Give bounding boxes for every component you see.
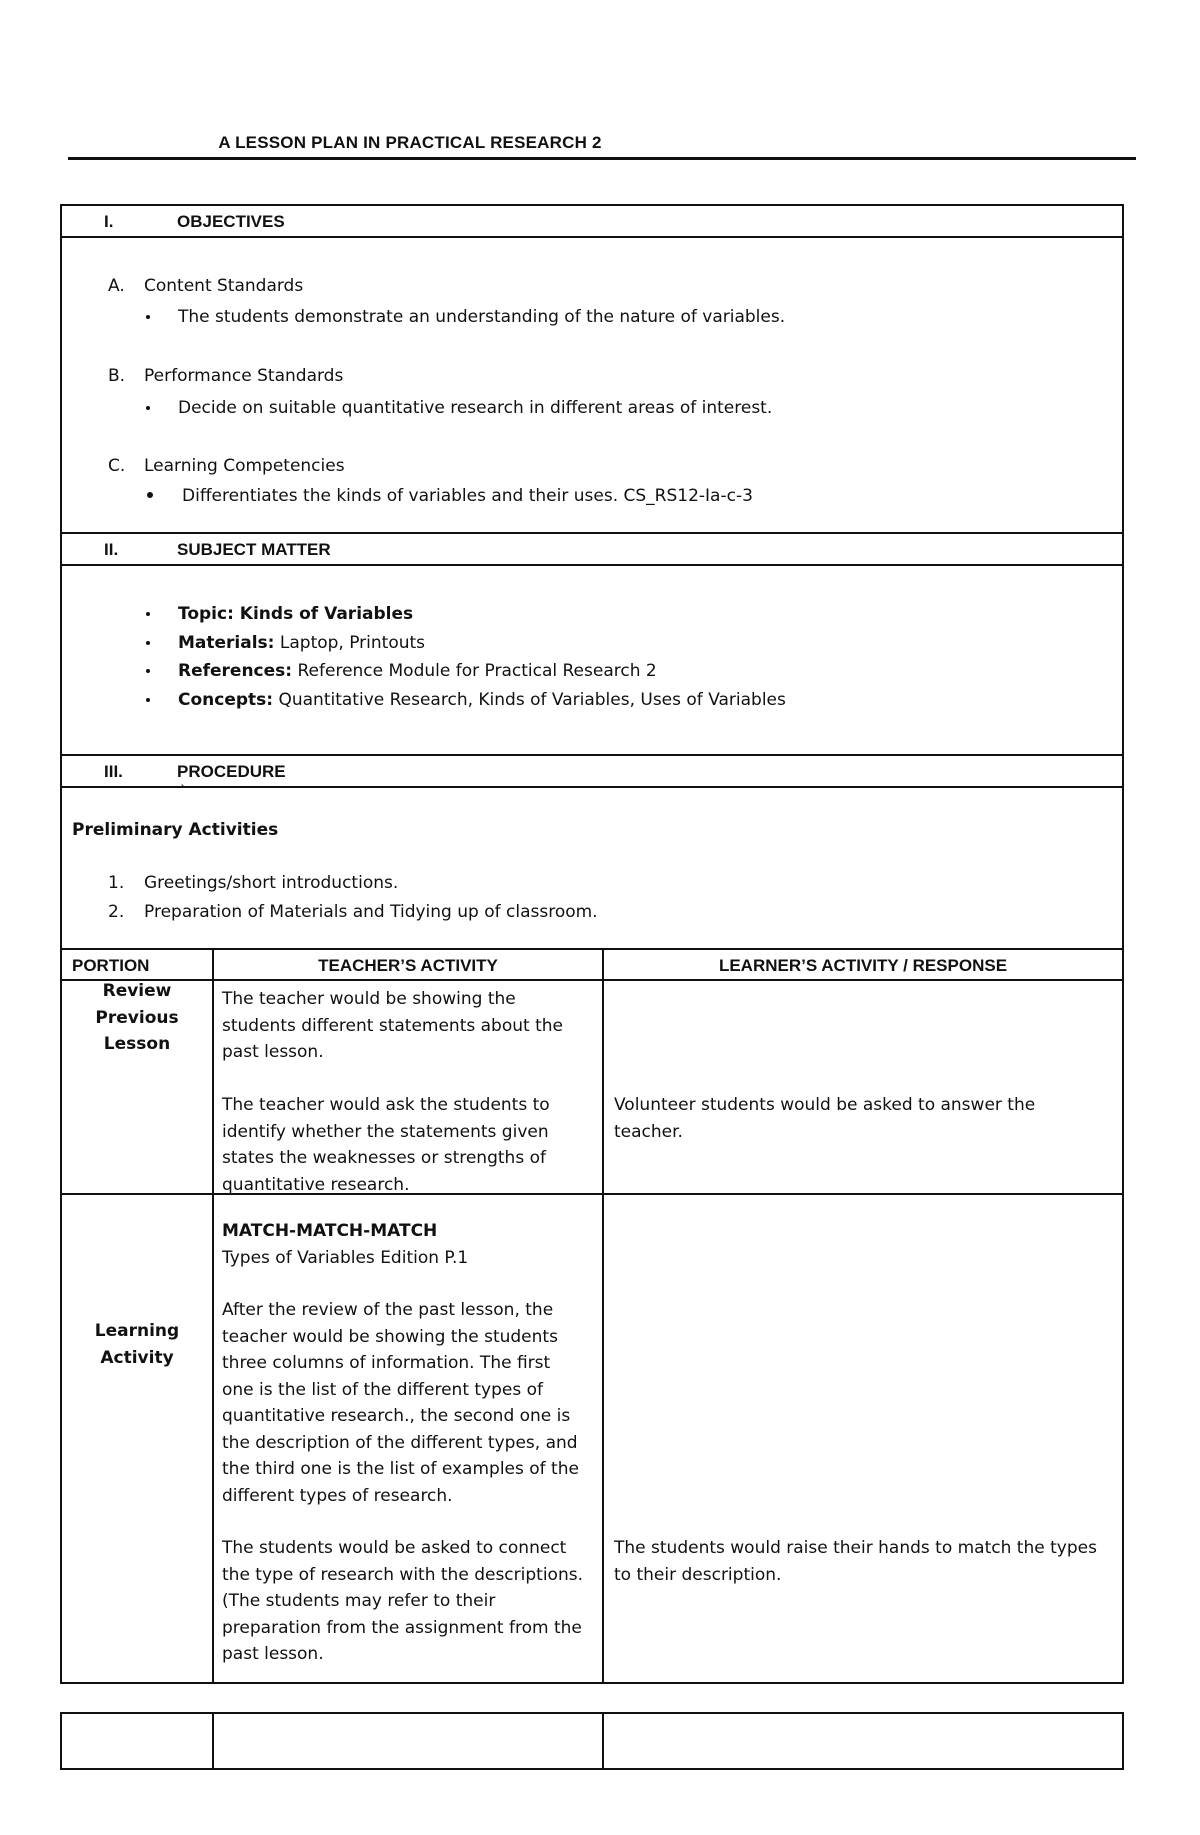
bullet-icon <box>146 315 150 319</box>
page-title: A LESSON PLAN IN PRACTICAL RESEARCH 2 <box>218 133 602 152</box>
subject-matter-header <box>62 532 1122 566</box>
performance-standards-heading: Performance Standards <box>144 366 344 386</box>
title-rule <box>68 157 1136 160</box>
review-teacher-p1 <box>222 986 563 1066</box>
learning-competencies-letter: C. <box>108 456 126 476</box>
bullet-icon <box>146 406 150 410</box>
learning-competencies-item: Differentiates the kinds of variables and their uses. CS_RS12-Ia-c-3 <box>182 486 753 506</box>
continuation-col-rule-2 <box>602 1714 604 1768</box>
concepts-value: Quantitative Research, Kinds of Variables, Uses of Variables <box>273 690 786 710</box>
review-learner-line: Volunteer students would be asked to answer the <box>614 1095 1036 1115</box>
header-teacher-activity: TEACHER’S ACTIVITY <box>318 956 498 975</box>
table-top-rule <box>62 948 1122 950</box>
activity-subtitle: Types of Variables Edition P.1 <box>222 1247 469 1268</box>
prelim-item-2-num: 2. <box>108 902 125 922</box>
learning-teacher-line: past lesson. <box>222 1644 324 1664</box>
portion-review-line: Previous <box>95 1007 179 1028</box>
bullet-icon <box>147 492 153 498</box>
materials-line <box>178 633 425 653</box>
materials-label: Materials: <box>178 633 275 653</box>
learning-teacher-line: teacher would be showing the students <box>222 1326 558 1347</box>
learning-teacher-p2 <box>222 1535 583 1668</box>
learning-learner-line: to their description. <box>614 1564 782 1585</box>
continuation-col-rule-1 <box>212 1714 214 1768</box>
topic-text: Topic: Kinds of Variables <box>178 604 414 624</box>
review-teacher-line: states the weaknesses or strengths of <box>222 1148 546 1168</box>
learning-teacher-line: the third one is the list of examples of the <box>222 1459 579 1479</box>
portion-review-line: Lesson <box>103 1034 171 1054</box>
learning-teacher-line: After the review of the past lesson, the <box>222 1300 554 1320</box>
review-teacher-line: identify whether the statements given <box>222 1121 549 1142</box>
learning-teacher-title-block <box>222 1218 468 1271</box>
bullet-icon <box>146 698 150 702</box>
review-teacher-line: past lesson. <box>222 1042 324 1062</box>
portion-learning-line: Learning <box>94 1321 180 1341</box>
table-row-rule <box>62 1193 1122 1195</box>
activity-title: MATCH-MATCH-MATCH <box>222 1221 438 1241</box>
learning-teacher-line: the type of research with the descriptions. <box>222 1564 583 1585</box>
references-line <box>178 661 657 681</box>
stray-tick: ` <box>180 784 187 800</box>
objectives-header <box>62 206 1122 238</box>
content-standards-item: The students demonstrate an understanding of the nature of variables. <box>178 307 786 327</box>
performance-standards-letter: B. <box>108 366 126 386</box>
portion-learning-line: Activity <box>100 1347 174 1368</box>
review-teacher-line: quantitative research. <box>222 1174 410 1195</box>
review-teacher-p2 <box>222 1092 550 1198</box>
review-learner-line: teacher. <box>614 1121 683 1142</box>
references-value: Reference Module for Practical Research 2 <box>292 661 657 681</box>
subject-matter-num: II. <box>104 540 119 559</box>
table-col-rule-2 <box>602 948 604 1682</box>
learning-teacher-p1 <box>222 1297 579 1509</box>
learning-teacher-line: quantitative research., the second one is <box>222 1406 571 1426</box>
subject-matter-label: SUBJECT MATTER <box>177 540 331 559</box>
portion-review-line: Review <box>102 981 172 1001</box>
prelim-item-1-num: 1. <box>108 873 125 893</box>
performance-standards-item: Decide on suitable quantitative research in different areas of interest. <box>178 398 773 418</box>
learning-learner-line: The students would raise their hands to match the types <box>614 1538 1097 1558</box>
concepts-line <box>178 690 786 710</box>
learning-teacher-line: the description of the different types, and <box>222 1432 578 1453</box>
bullet-icon <box>146 641 150 645</box>
portion-review <box>62 978 212 1058</box>
activity-table <box>62 948 1122 1682</box>
table-col-rule-1 <box>212 948 214 1682</box>
prelim-item-2: Preparation of Materials and Tidying up of classroom. <box>144 902 598 922</box>
bullet-icon <box>146 669 150 673</box>
continuation-table <box>60 1712 1124 1770</box>
review-teacher-line: students different statements about the <box>222 1015 563 1036</box>
header-portion: PORTION <box>72 956 150 975</box>
learning-competencies-heading: Learning Competencies <box>144 456 345 476</box>
lesson-plan-box <box>60 204 1124 1684</box>
content-standards-heading: Content Standards <box>144 276 304 296</box>
review-teacher-line: The teacher would ask the students to <box>222 1095 550 1115</box>
learning-teacher-line: (The students may refer to their <box>222 1591 496 1611</box>
objectives-label: OBJECTIVES <box>177 212 285 231</box>
learning-learner <box>614 1535 1097 1588</box>
learning-teacher-line: The students would be asked to connect <box>222 1538 567 1558</box>
portion-learning-activity <box>62 1318 212 1371</box>
preliminary-activities-heading: Preliminary Activities <box>72 820 279 840</box>
objectives-num: I. <box>104 212 114 231</box>
learning-teacher-line: preparation from the assignment from the <box>222 1617 582 1638</box>
content-standards-letter: A. <box>108 276 125 296</box>
prelim-item-1: Greetings/short introductions. <box>144 873 399 893</box>
bullet-icon <box>146 612 150 616</box>
learning-teacher-line: one is the list of the different types of <box>222 1379 544 1400</box>
learning-teacher-line: three columns of information. The first <box>222 1353 551 1373</box>
procedure-header <box>62 754 1122 788</box>
procedure-label: PROCEDURE <box>177 762 286 781</box>
review-learner <box>614 1092 1035 1145</box>
review-teacher-line: The teacher would be showing the <box>222 989 516 1009</box>
procedure-num: III. <box>104 762 123 781</box>
header-learner-activity: LEARNER’S ACTIVITY / RESPONSE <box>718 956 1008 975</box>
materials-value: Laptop, Printouts <box>274 633 426 653</box>
references-label: References: <box>178 661 293 681</box>
learning-teacher-line: different types of research. <box>222 1485 453 1506</box>
concepts-label: Concepts: <box>178 690 274 710</box>
table-header-rule <box>62 979 1122 981</box>
